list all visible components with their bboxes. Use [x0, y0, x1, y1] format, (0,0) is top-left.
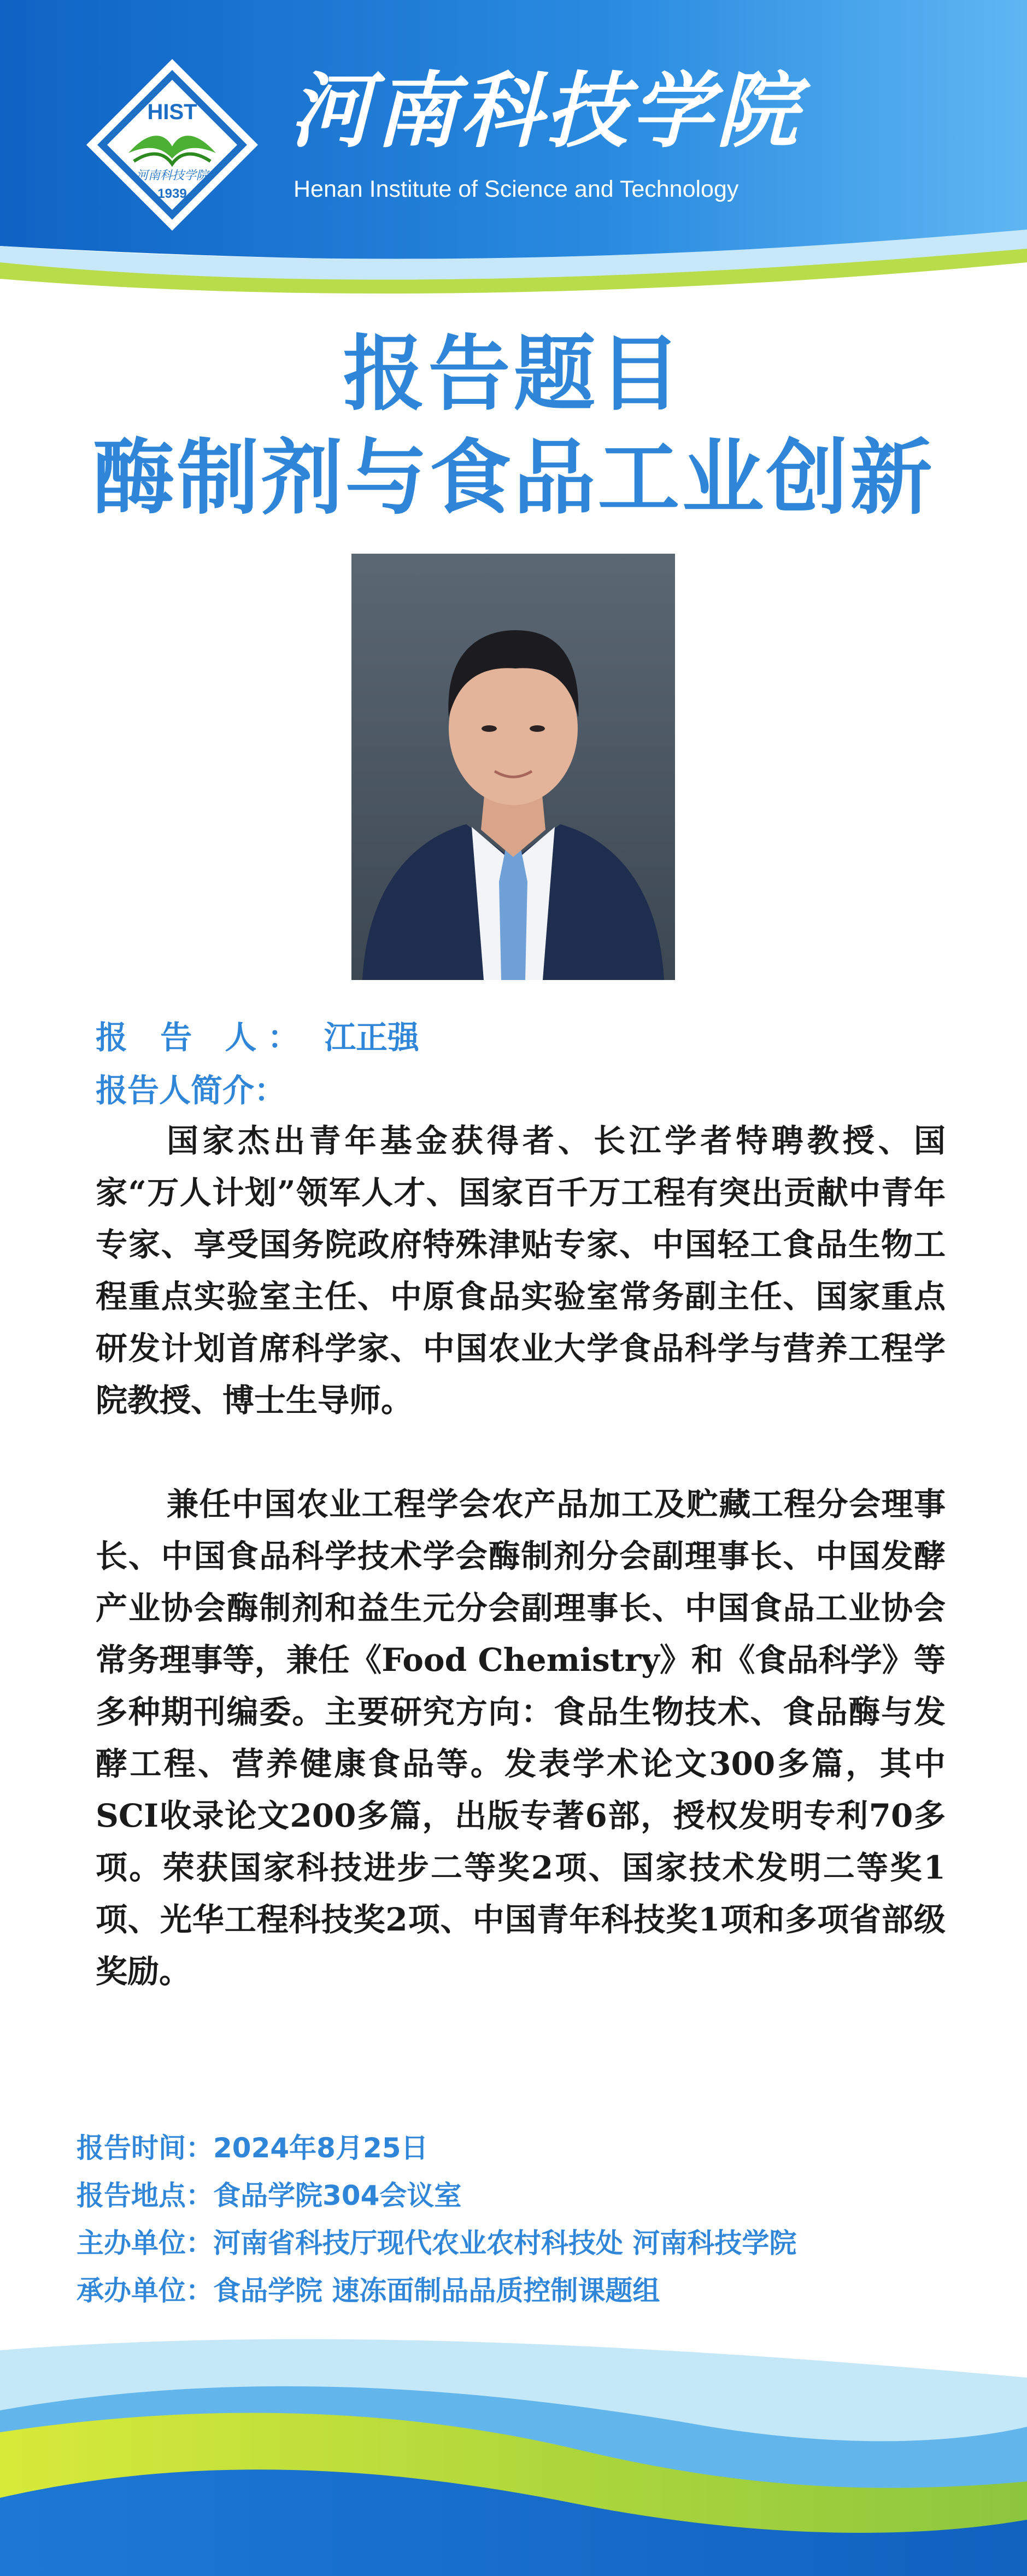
speaker-photo — [351, 554, 675, 980]
logo-year: 1939 — [157, 186, 187, 201]
school-name-chinese: 河南科技学院 — [290, 63, 802, 159]
logo-letters: HIST — [147, 100, 197, 124]
footer-waves — [0, 2317, 1027, 2576]
report-time: 报告时间：2024年8月25日 — [77, 2132, 429, 2164]
logo-small-name: 河南科技学院 — [136, 169, 209, 183]
organizing-unit: 承办单位：食品学院 速冻面制品品质控制课题组 — [77, 2275, 660, 2307]
school-name-english: Henan Institute of Science and Technology — [294, 176, 739, 202]
bio-paragraph-2: 兼任中国农业工程学会农产品加工及贮藏工程分会理事长、中国食品科学技术学会酶制剂分会副理事长、中国发酵产业协会酶制剂和益生元分会副理事长、中国食品工业协会常务理事等，兼任《Food Chemistry》和《食品科学》等多种期刊编委。主要研究方向：食品生物技术、食品酶与发酵工程、营养健康食品等。发表学术论文300多篇，其中SCI收录论文200多篇，出版专著6部，授权发明专利70多项。荣获国家科技进步二等奖2项、国家技术发明二等奖1项、光华工程科技奖2项、中国青年科技奖1项和多项省部级奖励。 — [96, 1486, 946, 1990]
speaker-intro-label: 报告人简介： — [96, 1072, 286, 1109]
school-logo — [82, 55, 262, 235]
report-location: 报告地点：食品学院304会议室 — [77, 2180, 462, 2211]
bio-paragraph-1: 国家杰出青年基金获得者、长江学者特聘教授、国家“万人计划”领军人才、国家百千万工程有突出贡献中青年专家、享受国务院政府特殊津贴专家、中国轻工食品生物工程重点实验室主任、中原食品实验室常务副主任、国家重点研发计划首席科学家、中国农业大学食品科学与营养工程学院教授、博士生导师。 — [96, 1122, 946, 1419]
speaker-label: 报 告 人： — [96, 1019, 310, 1056]
report-title-label: 报告题目 — [343, 327, 684, 422]
report-title: 酶制剂与食品工业创新 — [92, 431, 935, 526]
host-organization: 主办单位：河南省科技厅现代农业农村科技处 河南科技学院 — [77, 2227, 797, 2259]
speaker-name: 江正强 — [324, 1019, 420, 1056]
